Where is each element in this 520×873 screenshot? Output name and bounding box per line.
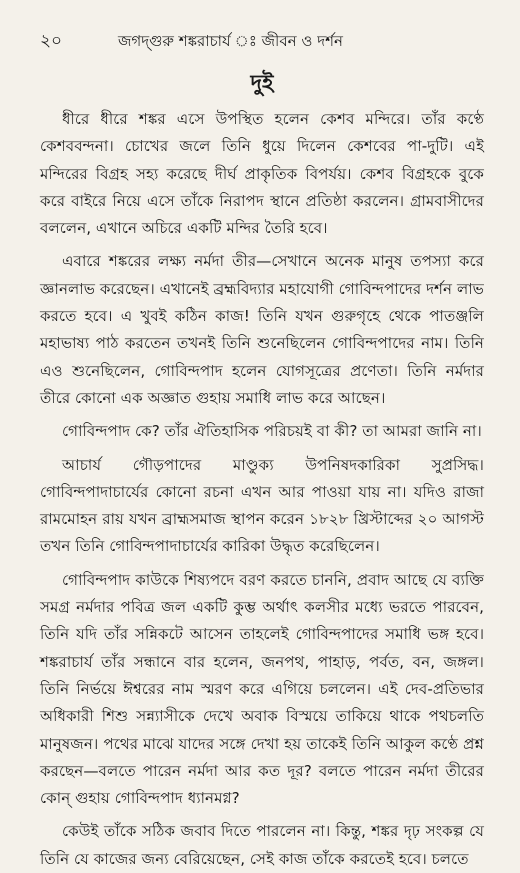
paragraph: গোবিন্দপাদ কাউকে শিষ্যপদে বরণ করতে চাননি, প্রবাদ আছে যে ব্যক্তি সমগ্র নর্মদার পবিত্র জল একটি কুম্ভ অর্থাৎ কলসীর মধ্যে ভরতে পারবেন, তিনি যদি তাঁর সন্নিকটে আসেন তাহলেই গোবিন্দপাদের সমাধি ভঙ্গ হবে। শঙ্করাচার্য তাঁর সন্ধানে বার হলেন, জনপথ, পাহাড়, পর্বত, বন, জঙ্গল। তিনি নির্ভয়ে ঈশ্বরের নাম স্মরণ করে এগিয়ে চললেন। এই দেব-প্রতিভার অধিকারী শিশু সন্ন্যাসীকে দেখে অবাক বিস্ময়ে তাকিয়ে থাকে পথচলতি মানুষজন। পথের মাঝে যাদের সঙ্গে দেখা হয় তাকেই তিনি আকুল কণ্ঠে প্রশ্ন করছেন—বলতে পারেন নর্মদা আর কত দূর? বলতে পারেন নর্মদা তীরের কোন্‌ গুহায় গোবিন্দপাদ ধ্যানমগ্ন?	[40, 570, 484, 808]
page-number: ২০	[40, 31, 63, 51]
paragraph: গোবিন্দপাদ কে? তাঁর ঐতিহাসিক পরিচয়ই বা কী? তা আমরা জানি না।	[62, 422, 482, 441]
page-header	[40, 28, 484, 54]
paragraph: আচার্য গৌড়পাদের মাণ্ডুক্য উপনিষদকারিকা সুপ্রসিদ্ধ। গোবিন্দপাদাচার্যের কোনো রচনা এখন আর পাওয়া যায় না। যদিও রাজা রামমোহন রায় যখন ব্রাহ্মসমাজ স্থাপন করেন ১৮২৮ খ্রিস্টাব্দের ২০ আগস্ট তখন তিনি গোবিন্দপাদাচার্যের কারিকা উদ্ধৃত করেছিলেন।	[40, 455, 484, 556]
chapter-title: দুই	[250, 71, 274, 96]
running-title: জগদ্‌গুরু শঙ্করাচার্য ঃ জীবন ও দর্শন	[118, 32, 343, 50]
paragraph: ধীরে ধীরে শঙ্কর এসে উপস্থিত হলেন কেশব মন্দিরে। তাঁর কণ্ঠে কেশববন্দনা। চোখের জলে তিনি ধুয়ে দিলেন কেশবের পা-দুটি। এই মন্দিরের বিগ্রহ সহ্য করেছে দীর্ঘ প্রাকৃতিক বিপর্যয়। কেশব বিগ্রহকে বুকে করে বাইরে নিয়ে এসে তাঁকে নিরাপদ স্থানে প্রতিষ্ঠা করলেন। গ্রামবাসীদের বললেন, এখানে অচিরে একটি মন্দির তৈরি হবে।	[40, 110, 484, 238]
paragraph: এবারে শঙ্করের লক্ষ্য নর্মদা তীর—সেখানে অনেক মানুষ তপস্যা করে জ্ঞানলাভ করেছেন। এখানেই ব্রহ্মবিদ্যার মহাযোগী গোবিন্দপাদের দর্শন লাভ করতে হবে। এ খুবই কঠিন কাজ! তিনি যখন গুরুগৃহে থেকে পাতঞ্জলি মহাভাষ্য পাঠ করতেন তখনই তিনি শুনেছিলেন গোবিন্দপাদের নাম। তিনি এও শুনেছিলেন, গোবিন্দপাদ হলেন যোগসূত্রের প্রণেতা। তিনি নর্মদার তীরে কোনো এক অজ্ঞাত গুহায় সমাধি লাভ করে আছেন।	[40, 252, 484, 407]
paragraph: কেউই তাঁকে সঠিক জবাব দিতে পারলেন না। কিন্তু, শঙ্কর দৃঢ় সংকল্প যে তিনি যে কাজের জন্য বেরিয়েছেন, সেই কাজ তাঁকে করতেই হবে। চলতে	[40, 822, 484, 868]
body-text	[40, 106, 484, 873]
